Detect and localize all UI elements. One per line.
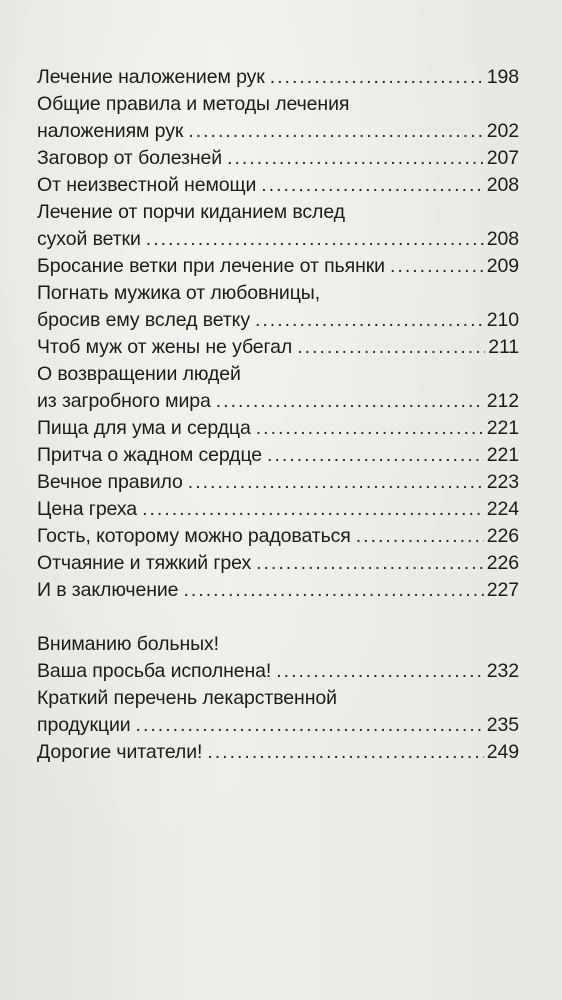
toc-entry-title-line: Погнать мужика от любовницы,	[37, 282, 321, 304]
toc-entry-page: 202	[486, 120, 519, 142]
toc-entry-title-line: Вниманию больных!	[37, 633, 219, 655]
toc-entry	[37, 145, 519, 172]
toc-entry-title: Лечение наложением рук	[37, 66, 265, 88]
dot-leader	[255, 307, 484, 334]
toc-entry-title: Цена греха	[37, 498, 138, 520]
toc-entry-title: Вечное правило	[37, 471, 183, 493]
toc-entry-title: Гость, которому можно радоваться	[37, 525, 351, 547]
toc-entry	[37, 118, 519, 145]
toc-entry	[37, 550, 519, 577]
toc-entry-page: 249	[486, 741, 519, 763]
dot-leader	[207, 739, 483, 766]
toc-entry-page: 227	[486, 579, 519, 601]
toc-entry-page: 221	[486, 444, 519, 466]
toc-entry	[37, 253, 519, 280]
dot-leader	[142, 496, 484, 523]
toc-entry	[37, 442, 519, 469]
section-spacer	[37, 604, 519, 631]
toc-entry-title-line: Лечение от порчи киданием вслед	[37, 201, 345, 223]
toc-entry-title: наложениям рук	[37, 120, 184, 142]
toc-entry-page: 210	[486, 309, 519, 331]
dot-leader	[183, 577, 483, 604]
dot-leader	[267, 442, 484, 469]
toc-entry-title: Притча о жадном сердце	[37, 444, 263, 466]
dot-leader	[297, 334, 485, 361]
toc-entry-page: 224	[486, 498, 519, 520]
dot-leader	[390, 253, 484, 280]
toc-entry-title: Заговор от болезней	[37, 147, 223, 169]
toc-entry-page: 232	[486, 660, 519, 682]
toc-entry	[37, 658, 519, 685]
toc-entry-title: из загробного мира	[37, 390, 211, 412]
toc-entry-page: 208	[486, 174, 519, 196]
toc-entry-title: Отчаяние и тяжкий грех	[37, 552, 252, 574]
toc-entry	[37, 712, 519, 739]
toc-entry-title-line: Краткий перечень лекарственной	[37, 687, 337, 709]
toc-entry	[37, 577, 519, 604]
toc-entry	[37, 415, 519, 442]
toc-entry-page: 226	[486, 552, 519, 574]
dot-leader	[188, 469, 484, 496]
toc-entry	[37, 334, 519, 361]
dot-leader	[227, 145, 484, 172]
toc-entry-page: 235	[486, 714, 519, 736]
toc-entry-page: 198	[486, 66, 519, 88]
toc-entry-title: сухой ветки	[37, 228, 141, 250]
toc-entry	[37, 64, 519, 91]
toc-entry-page: 207	[486, 147, 519, 169]
toc-entry-title: Пища для ума и сердца	[37, 417, 251, 439]
toc-entry	[37, 388, 519, 415]
toc-entry	[37, 307, 519, 334]
toc-entry-title-line: О возвращении людей	[37, 363, 241, 385]
toc-entry-page: 208	[486, 228, 519, 250]
toc-entry-title: Ваша просьба исполнена!	[37, 660, 272, 682]
dot-leader	[256, 415, 484, 442]
toc-entry-page: 209	[486, 255, 519, 277]
dot-leader	[256, 550, 484, 577]
toc-entry-title: продукции	[37, 714, 131, 736]
toc-entry	[37, 469, 519, 496]
dot-leader	[356, 523, 484, 550]
dot-leader	[188, 118, 483, 145]
toc-entry-title: От неизвестной немощи	[37, 174, 257, 196]
toc-entry	[37, 226, 519, 253]
toc-entry-title: Чтоб муж от жены не убегал	[37, 336, 293, 358]
table-of-contents	[37, 64, 519, 766]
toc-entry	[37, 739, 519, 766]
toc-entry-title: Бросание ветки при лечение от пьянки	[37, 255, 385, 277]
toc-entry-page: 226	[486, 525, 519, 547]
dot-leader	[261, 172, 483, 199]
toc-entry-page: 221	[486, 417, 519, 439]
dot-leader	[276, 658, 484, 685]
toc-entry	[37, 172, 519, 199]
toc-entry-page: 223	[486, 471, 519, 493]
toc-entry-page: 211	[488, 336, 519, 358]
toc-entry-title: бросив ему вслед ветку	[37, 309, 250, 331]
dot-leader	[136, 712, 484, 739]
toc-entry-title: Дорогие читатели!	[37, 741, 203, 763]
toc-entry-page: 212	[486, 390, 519, 412]
toc-entry	[37, 523, 519, 550]
dot-leader	[216, 388, 484, 415]
toc-entry-title-line: Общие правила и методы лечения	[37, 93, 350, 115]
toc-entry	[37, 496, 519, 523]
dot-leader	[270, 64, 484, 91]
toc-entry-title: И в заключение	[37, 579, 179, 601]
dot-leader	[146, 226, 484, 253]
